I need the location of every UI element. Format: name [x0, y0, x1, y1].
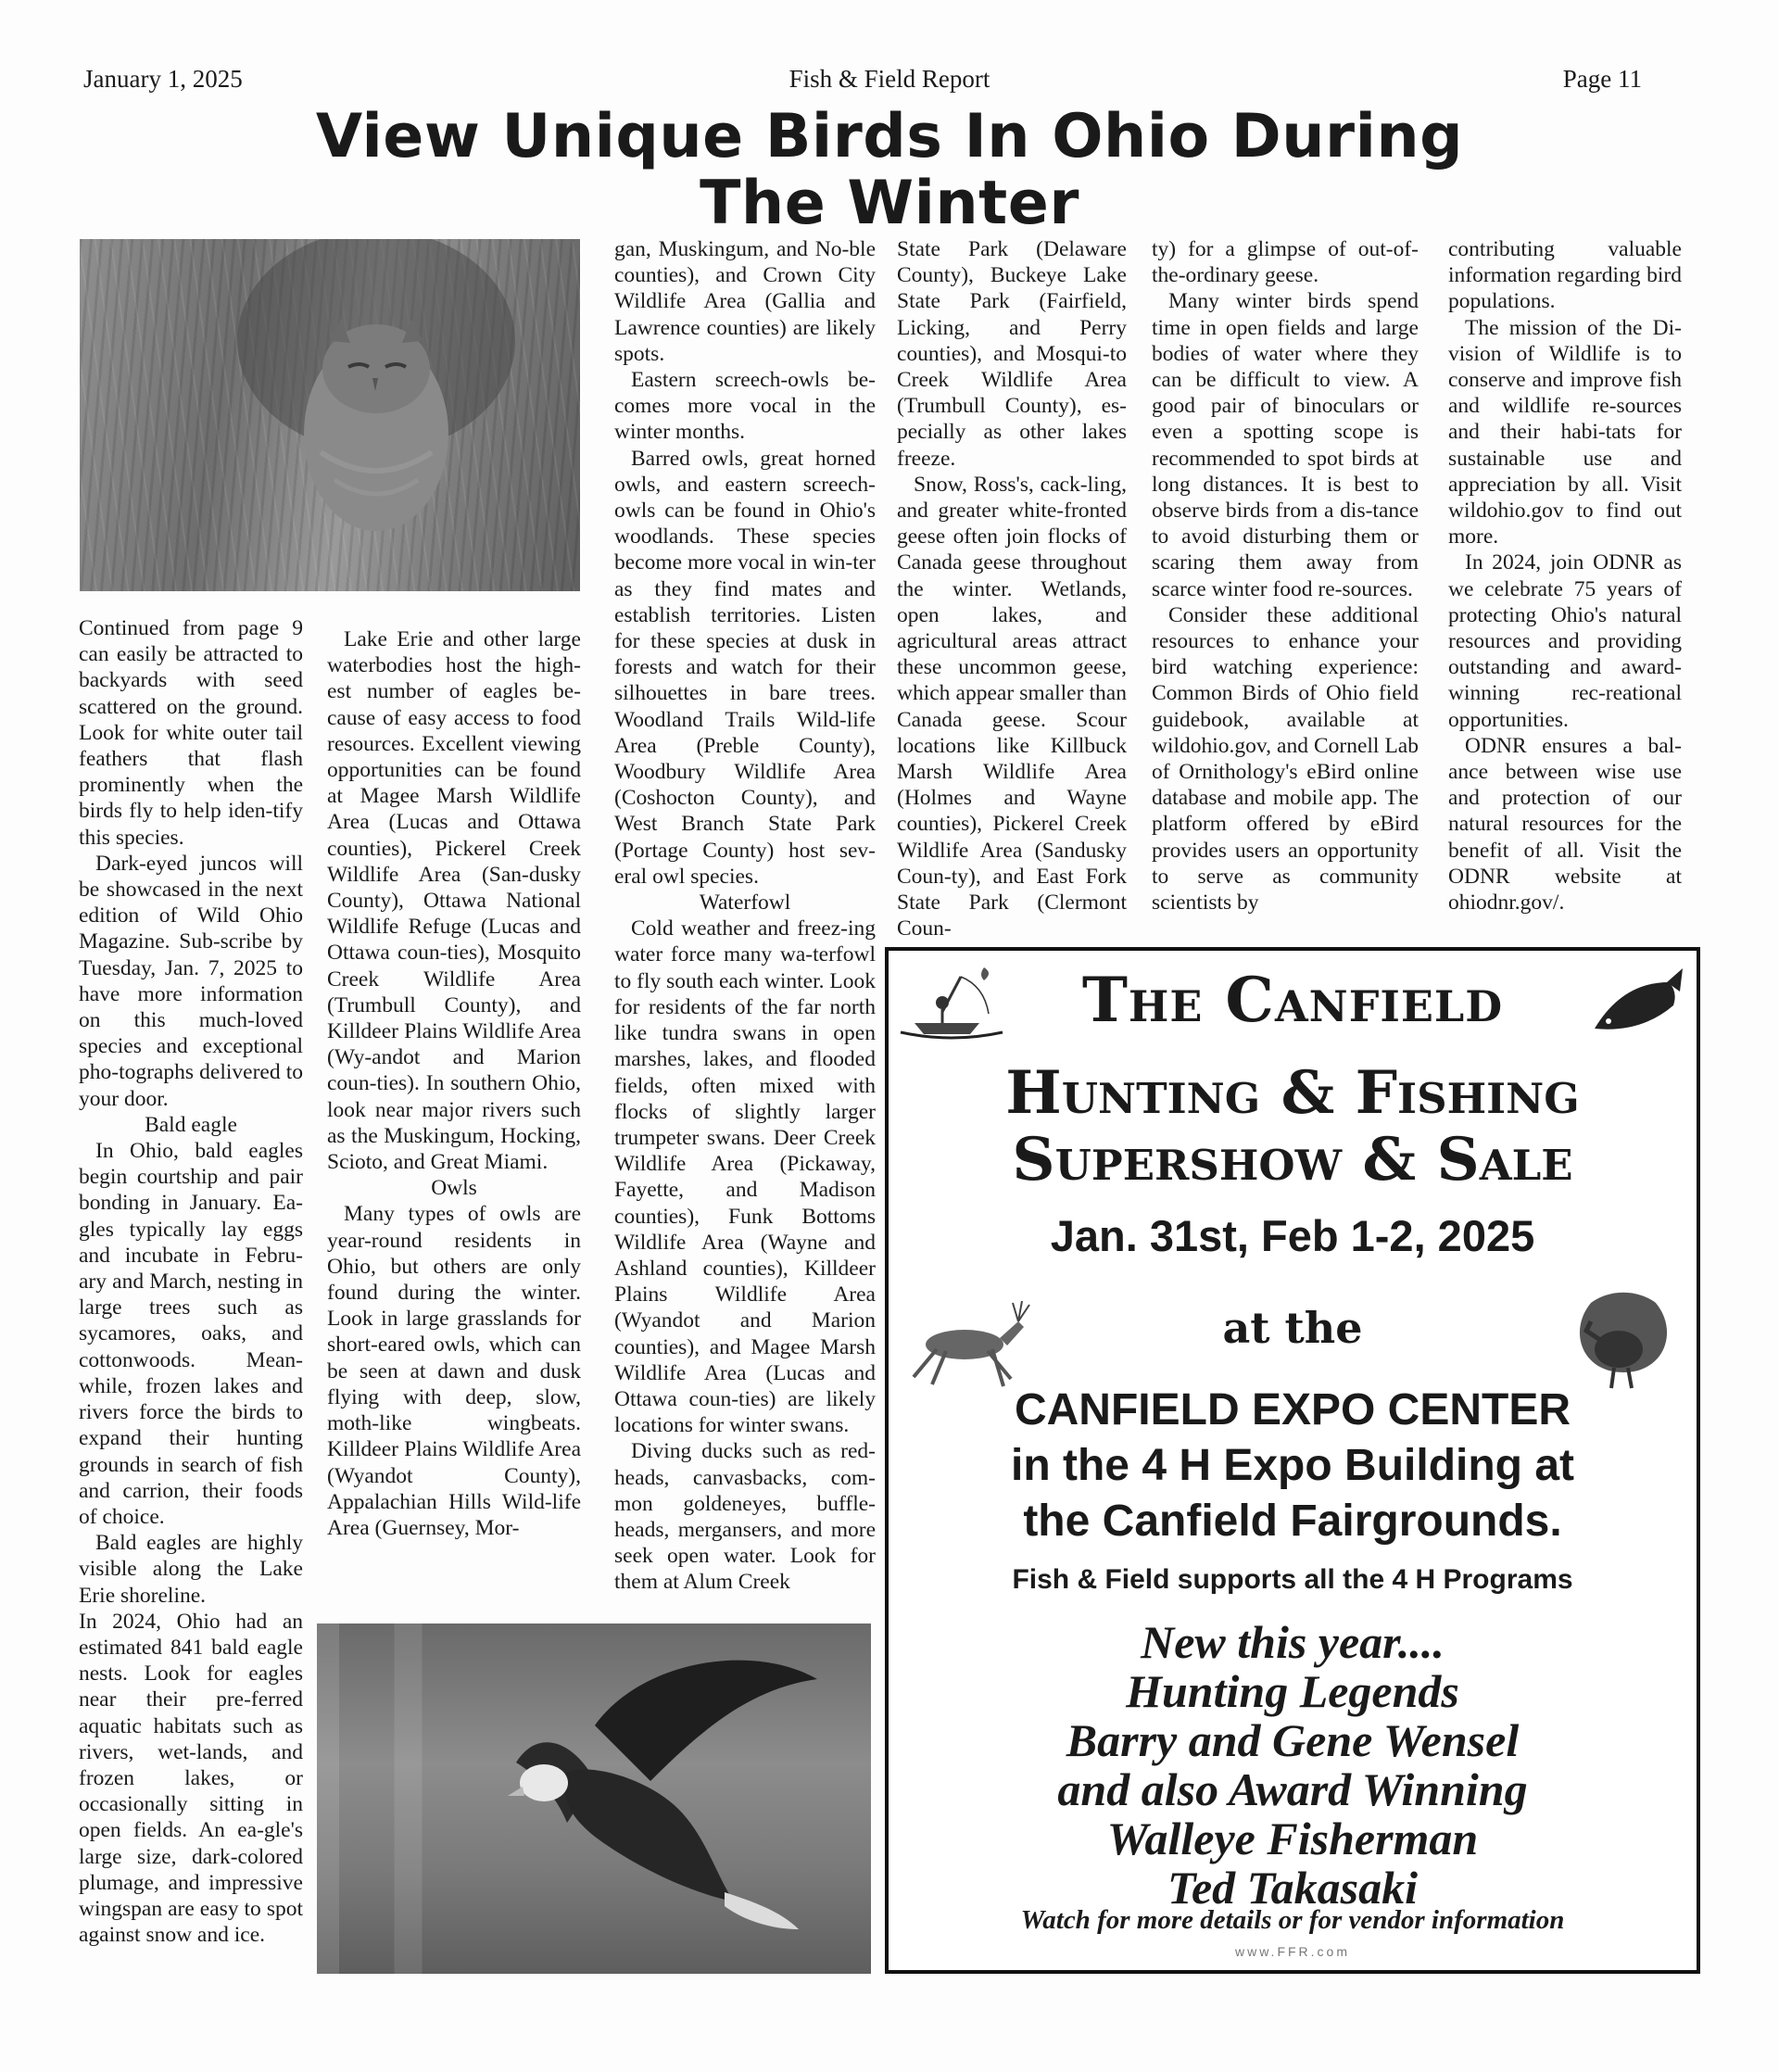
ad-venue-name: CANFIELD EXPO CENTER — [1014, 1385, 1571, 1434]
paragraph: Continued from page 9 can easily be attracted to backyards with seed scattered on the ground. Look for white outer tail feathers that flash prominently when the birds fly to help iden-tify this species. — [79, 616, 303, 850]
ad-new-this-year — [889, 1618, 1697, 1913]
ad-watch-note: Watch for more details or for vendor information — [1020, 1905, 1565, 1935]
paragraph: Diving ducks such as red-heads, canvasbacks, com-mon goldeneyes, buffle-heads, mergansers, and more seek open water. Look for them at Alum Creek — [614, 1439, 876, 1595]
paragraph: Many types of owls are year-round residents in Ohio, but others are only found during the winter. Look in large grasslands for short-eared owls, which can be seen at dawn and dusk flying with deep, slow, moth-like wingbeats. Killdeer Plains Wildlife Area (Wyandot County), Appalachian Hills Wild-life Area (Guernsey, Mor- — [327, 1202, 581, 1540]
paragraph: Barred owls, great horned owls, and eastern screech-owls can be found in Ohio's woodlands. These species become more vocal in win-ter as they find mates and establish territories. Listen for these species at dusk in forests and watch for their silhouettes in bare trees. Woodland Trails Wild-life Area (Preble County), Woodbury Wildlife Area (Coshocton County), and West Branch State Park (Portage County) host sev-eral owl species. — [614, 446, 876, 889]
paragraph: In 2024, join ODNR as we celebrate 75 years of protecting Ohio's natural resources and providing outstanding and award-winning rec-reational opportunities. — [1448, 550, 1682, 732]
paragraph: Lake Erie and other large waterbodies host the high-est number of eagles be-cause of easy access to food resources. Excellent viewing opportunities can be found at Magee Marsh Wildlife Area (Lucas and Ottawa counties), Pickerel Creek Wildlife Area (San-dusky County), Ottawa National Wildlife Refuge (Lucas and Ottawa coun-ties), Mosquito Creek Wildlife Area (Trumbull County), and Killdeer Plains Wildlife Area (Wy-andot and Marion coun-ties). In southern Ohio, look near major rivers such as the Muskingum, Hocking, Scioto, and Great Miami. — [327, 627, 581, 1175]
article-column-1 — [79, 615, 303, 1948]
article-column-5 — [1152, 236, 1419, 916]
paragraph: Cold weather and freez-ing water force many wa-terfowl to fly south each winter. Look for residents of the far north like tundra swans in open marshes, lakes, and flooded fields, often mixed with flocks of slightly larger trumpeter swans. Deer Creek Wildlife Area (Pickaway, Fayette, and Madison counties), Funk Bottoms Wildlife Area (Wayne and Ashland counties), Killdeer Plains Wildlife Area (Wyandot and Marion counties), and Magee Marsh Wildlife Area (Lucas and Ottawa coun-ties) are likely locations for winter swans. — [614, 916, 876, 1438]
article-column-2 — [327, 626, 581, 1541]
subheading-bald-eagle: Bald eagle — [145, 1112, 237, 1137]
headline-line-1: View Unique Birds In Ohio During — [315, 102, 1464, 171]
ad-subtitle-2: Supershow & Sale — [1012, 1125, 1573, 1194]
paragraph: Bald eagles are highly visible along the Lake Erie shoreline. — [79, 1531, 303, 1608]
paragraph: ODNR ensures a bal-ance between wise use and protection of our natural resources for the benefit of all. Visit the ODNR website at ohiodnr.gov/. — [1448, 733, 1682, 916]
headline — [148, 104, 1631, 237]
owl-illustration — [80, 239, 580, 591]
paragraph: Consider these additional resources to enhance your bird watching experience: Common Birds of Ohio field guidebook, available at wildohio.gov, and Cornell Lab of Ornithology's eBird online database and mobile app. The platform offered by eBird provides users an opportunity to serve as community scientists by — [1152, 602, 1419, 916]
paragraph: contributing valuable information regarding bird populations. — [1448, 237, 1682, 314]
ad-new-line: and also Award Winning — [1057, 1763, 1528, 1815]
article-column-3 — [614, 236, 876, 1596]
ad-venue-building: in the 4 H Expo Building at — [1010, 1441, 1574, 1490]
canfield-supershow-ad — [885, 947, 1700, 1974]
paragraph: State Park (Delaware County), Buckeye Lake State Park (Fairfield, Licking, and Perry counties), and Mosqui-to Creek Wildlife Area (Trumbull County), es-pecially as other lakes freeze. — [897, 237, 1127, 471]
ad-new-line: Barry and Gene Wensel — [1066, 1714, 1520, 1766]
ad-dates: Jan. 31st, Feb 1-2, 2025 — [1050, 1211, 1535, 1260]
ad-new-line: Hunting Legends — [1126, 1665, 1459, 1717]
paragraph: gan, Muskingum, and No-ble counties), and Crown City Wildlife Area (Gallia and Lawrence counties) are likely spots. — [614, 237, 876, 366]
ad-title: The Canfield — [1081, 964, 1504, 1036]
paragraph: Eastern screech-owls be-comes more vocal in the winter months. — [614, 368, 876, 445]
ad-at-the: at the — [1222, 1303, 1363, 1353]
paragraph: In 2024, Ohio had an estimated 841 bald eagle nests. Look for eagles near their pre-ferred aquatic habitats such as rivers, wet-lands, and frozen lakes, or occasionally sitting in open fields. An ea-gle's large size, dark-colored plumage, and impressive wingspan are easy to spot against snow and ice. — [79, 1609, 303, 1948]
ad-footer-url: www.FFR.com — [1235, 1944, 1350, 1959]
paragraph: Snow, Ross's, cack-ling, and greater white-fronted geese often join flocks of Canada geese throughout the winter. Wetlands, open lakes, and agricultural areas attract these uncommon geese, which appear smaller than Canada geese. Scour locations like Killbuck Marsh Wildlife Area (Holmes and Wayne counties), Pickerel Creek Wildlife Area (Sandusky Coun-ty), and East Fork State Park (Clermont Coun- — [897, 472, 1127, 941]
subheading-waterfowl: Waterfowl — [699, 891, 791, 916]
eagle-illustration — [317, 1623, 871, 1974]
ad-new-line: Walleye Fisherman — [1106, 1813, 1479, 1864]
ad-new-line: Ted Takasaki — [1167, 1862, 1418, 1914]
paragraph: In Ohio, bald eagles begin courtship and pair bonding in January. Ea-gles typically lay eggs and incubate in Febru-ary and March, nesting in large trees such as sycamores, oaks, and cottonwoods. Mean-while, frozen lakes and rivers force the birds to expand their hunting grounds in search of fish and carrion, their foods of choice. — [79, 1139, 303, 1529]
publication-name: Fish & Field Report — [789, 65, 990, 93]
ad-support-line: Fish & Field supports all the 4 H Programs — [1012, 1564, 1573, 1595]
ad-subtitle-1: Hunting & Fishing — [1005, 1058, 1580, 1128]
issue-date: January 1, 2025 — [83, 65, 243, 93]
paragraph: Dark-eyed juncos will be showcased in the next edition of Wild Ohio Magazine. Sub-scribe by Tuesday, Jan. 7, 2025 to have more information on this much-loved species and exceptional pho-tographs delivered to your door. — [79, 851, 303, 1111]
paragraph: Many winter birds spend time in open fields and large bodies of water where they can be difficult to view. A good pair of binoculars or even a spotting scope is recommended to spot birds at long distances. It is best to observe birds from a dis-tance to avoid disturbing them or scaring them away from scarce winter food re-sources. — [1152, 289, 1419, 601]
subheading-owls: Owls — [431, 1176, 477, 1201]
article-column-4 — [897, 236, 1127, 941]
ad-venue-fairgrounds: the Canfield Fairgrounds. — [1023, 1497, 1562, 1546]
paragraph: The mission of the Di-vision of Wildlife is to conserve and improve fish and wildlife re-sources and their habi-tats for sustainable use and appreciation by all. Visit wildohio.gov to find out more. — [1448, 315, 1682, 550]
eagle-photo — [317, 1623, 871, 1974]
article-column-6 — [1448, 236, 1682, 916]
owl-photo — [80, 239, 580, 591]
page-number: Page 11 — [1562, 65, 1642, 93]
headline-line-2: The Winter — [700, 169, 1079, 238]
ad-new-line: New this year.... — [1141, 1616, 1445, 1668]
paragraph: ty) for a glimpse of out-of-the-ordinary geese. — [1152, 237, 1419, 288]
